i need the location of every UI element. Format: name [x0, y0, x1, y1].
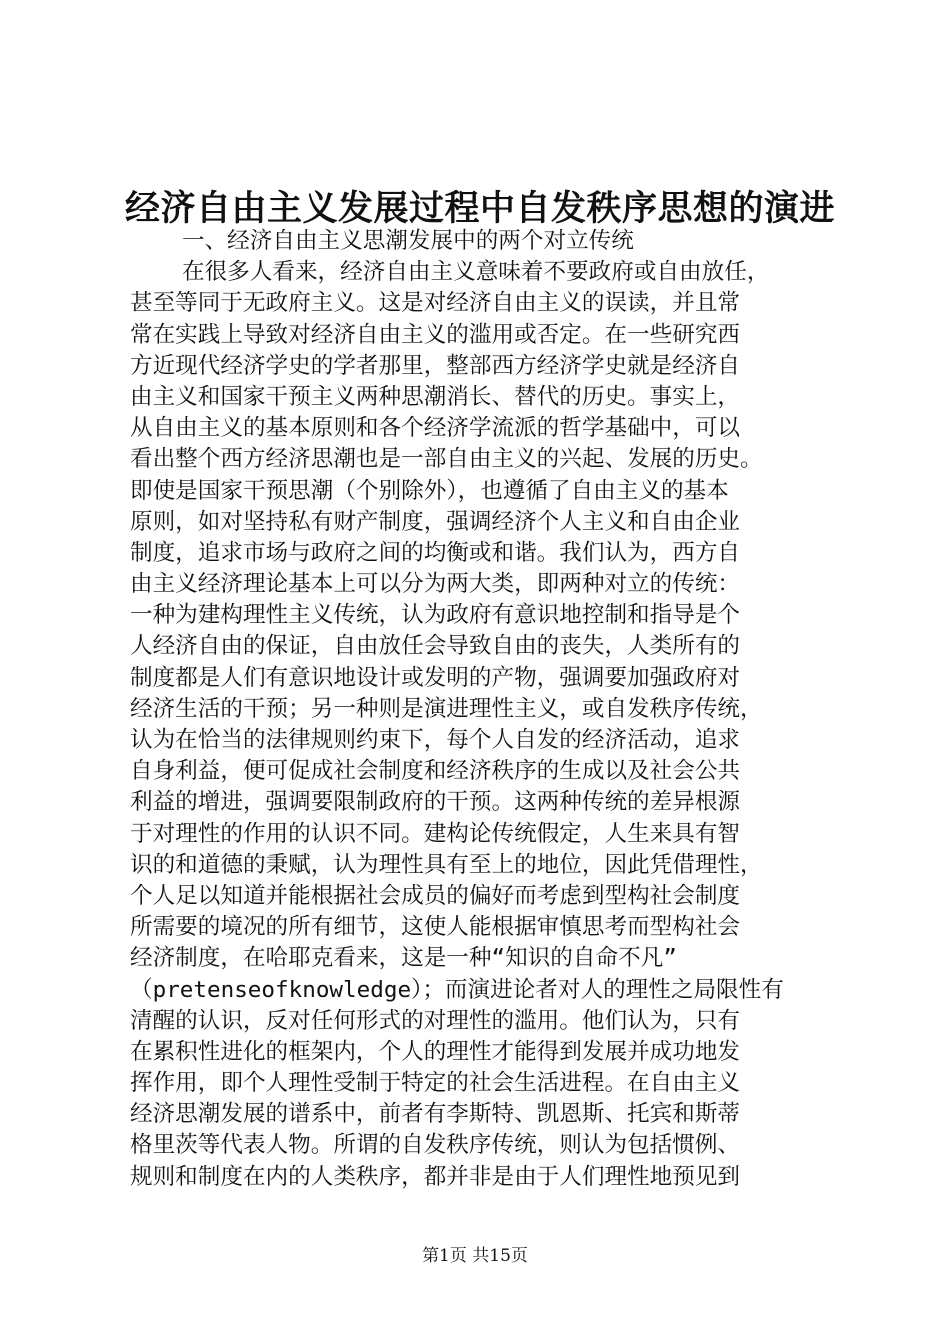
paragraph-line: 制度，追求市场与政府之间的均衡或和谐。我们认为，西方自: [130, 539, 741, 566]
page-footer: [0, 1244, 950, 1268]
paragraph-line: 在累积性进化的框架内，个人的理性才能得到发展并成功地发: [130, 1038, 741, 1065]
paragraph-line: 个人足以知道并能根据社会成员的偏好而考虑到型构社会制度: [130, 882, 741, 909]
paragraph-line: 一种为建构理性主义传统，认为政府有意识地控制和指导是个: [130, 602, 741, 629]
paragraph-line: 挥作用，即个人理性受制于特定的社会生活进程。在自由主义: [130, 1070, 741, 1097]
paragraph-line: 规则和制度在内的人类秩序，都并非是由于人们理性地预见到: [130, 1163, 741, 1190]
page-indicator: 第1页 共15页: [422, 1246, 528, 1266]
paragraph-line: 人经济自由的保证，自由放任会导致自由的丧失，人类所有的: [130, 633, 741, 660]
paragraph-line: 看出整个西方经济思潮也是一部自由主义的兴起、发展的历史。: [130, 446, 763, 473]
paragraph-line: 即使是国家干预思潮（个别除外），也遵循了自由主义的基本: [130, 477, 729, 504]
paragraph-line: 经济制度，在哈耶克看来，这是一种“知识的自命不凡”: [130, 945, 677, 972]
section-heading: 一、经济自由主义思潮发展中的两个对立传统: [182, 228, 634, 254]
paragraph-line: 制度都是人们有意识地设计或发明的产物，强调要加强政府对: [130, 664, 741, 691]
paragraph-line: 原则，如对坚持私有财产制度，强调经济个人主义和自由企业: [130, 508, 741, 535]
paragraph-line: 认为在恰当的法律规则约束下，每个人自发的经济活动，追求: [130, 727, 741, 753]
paragraph-line: （pretenseofknowledge）；而演进论者对人的理性之局限性有: [130, 976, 784, 1003]
paragraph-line: 由主义和国家干预主义两种思潮消长、替代的历史。事实上，: [130, 383, 741, 410]
paragraph-line: 在很多人看来，经济自由主义意味着不要政府或自由放任，: [182, 259, 770, 286]
paragraph-line: 从自由主义的基本原则和各个经济学流派的哲学基础中，可以: [130, 415, 741, 442]
paragraph-line: 常在实践上导致对经济自由主义的滥用或否定。在一些研究西: [130, 321, 741, 348]
paragraph-line: 经济思潮发展的谱系中，前者有李斯特、凯恩斯、托宾和斯蒂: [130, 1101, 741, 1128]
paragraph-line: 利益的增进，强调要限制政府的干预。这两种传统的差异根源: [130, 789, 741, 816]
paragraph-line: 于对理性的作用的认识不同。建构论传统假定，人生来具有智: [130, 820, 741, 847]
paragraph-line: 方近现代经济学史的学者那里，整部西方经济学史就是经济自: [130, 352, 741, 379]
paragraph-line: 自身利益，便可促成社会制度和经济秩序的生成以及社会公共: [130, 758, 741, 785]
document-title: 经济自由主义发展过程中自发秩序思想的演进: [124, 188, 835, 229]
paragraph-line: 所需要的境况的所有细节，这使人能根据审慎思考而型构社会: [130, 914, 741, 941]
paragraph-line: 清醒的认识，反对任何形式的对理性的滥用。他们认为，只有: [130, 1007, 741, 1034]
document-body: [130, 226, 840, 1193]
paragraph-line: 由主义经济理论基本上可以分为两大类，即两种对立的传统：: [130, 571, 741, 598]
paragraph-line: 识的和道德的秉赋，认为理性具有至上的地位，因此凭借理性，: [130, 851, 763, 878]
paragraph-line: 甚至等同于无政府主义。这是对经济自由主义的误读，并且常: [130, 290, 741, 317]
paragraph-line: 格里茨等代表人物。所谓的自发秩序传统，则认为包括惯例、: [130, 1132, 741, 1159]
paragraph-line: 经济生活的干预；另一种则是演进理性主义，或自发秩序传统，: [130, 695, 763, 722]
